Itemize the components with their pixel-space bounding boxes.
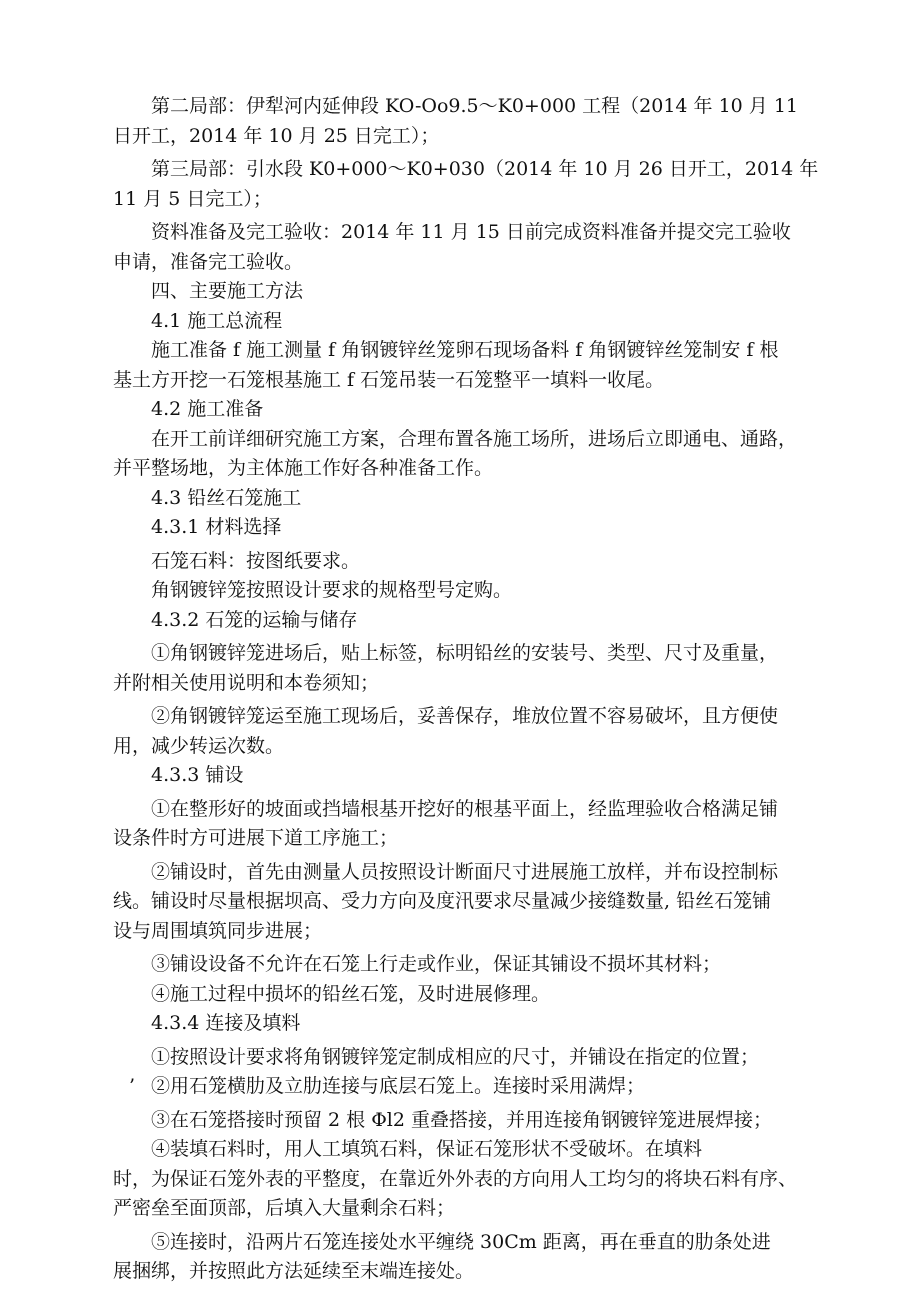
text-line: 严密垒至面顶部，后填入大量剩余石料； <box>113 1197 456 1219</box>
subsection-heading: 4.3.2 石笼的运输与储存 <box>151 608 358 631</box>
text-line: 在开工前详细研究施工方案，合理布置各施工场所，进场后立即通电、通路， <box>151 427 798 450</box>
text-line: ⑤连接时，沿两片石笼连接处水平缠绕 30Cm 距离，再在垂直的肋条处进 <box>151 1230 771 1253</box>
text-line: 展捆绑，并按照此方法延续至末端连接处。 <box>113 1260 475 1282</box>
text-line: 石笼石料：按图纸要求。 <box>151 549 361 572</box>
text-line-content: ②用石笼横肋及立肋连接与底层石笼上。连接时采用满焊； <box>151 1075 646 1097</box>
text-line: ②角钢镀锌笼运至施工现场后，妥善保存，堆放位置不容易破坏，且方便使 <box>151 705 779 727</box>
text-line: 并附相关使用说明和本卷须知； <box>113 671 380 694</box>
text-line: 设条件时方可进展下道工序施工； <box>113 827 399 849</box>
subsection-heading: 4.3.4 连接及填料 <box>151 1012 301 1034</box>
document-body <box>113 92 825 1287</box>
subsection-heading: 4.3.3 铺设 <box>151 764 244 786</box>
text-line: ②铺设时，首先由测量人员按照设计断面尺寸进展施工放样，并布设控制标 <box>151 860 779 883</box>
text-line: 基土方开挖一石笼根基施工 f 石笼吊装一石笼整平一填料一收尾。 <box>113 368 665 391</box>
text-line: 角钢镀锌笼按照设计要求的规格型号定购。 <box>151 579 513 601</box>
section-heading: 四、主要施工方法 <box>151 280 304 302</box>
text-line: ③铺设设备不允许在石笼上行走或作业，保证其铺设不损坏其材料； <box>151 953 722 975</box>
text-line: 11 月 5 日完工）； <box>113 187 272 210</box>
subsection-heading: 4.3.1 材料选择 <box>151 516 282 538</box>
text-line: ③在石笼搭接时预留 2 根 Φl2 重叠搭接，并用连接角钢镀锌笼进展焊接； <box>151 1108 772 1131</box>
text-line: 资料准备及完工验收：2014 年 11 月 15 日前完成资料准备并提交完工验收 <box>151 221 791 243</box>
text-line: ’ ②用石笼横肋及立肋连接与底层石笼上。连接时采用满焊； <box>129 1075 646 1097</box>
text-line: 第三局部：引水段 K0+000～K0+030（2014 年 10 月 26 日开工，2014 年 <box>151 158 819 180</box>
subsection-heading: 4.3 铅丝石笼施工 <box>151 486 302 509</box>
text-line: ①按照设计要求将角钢镀锌笼定制成相应的尺寸，并铺设在指定的位置； <box>151 1045 760 1068</box>
text-line: 用，减少转运次数。 <box>113 734 285 757</box>
subsection-heading: 4.2 施工准备 <box>151 398 264 420</box>
text-line: ①在整形好的坡面或挡墙根基开挖好的根基平面上，经监理验收合格满足铺 <box>151 797 779 820</box>
text-line: ④装填石料时，用人工填筑石料，保证石笼形状不受破坏。在填料 <box>151 1138 703 1160</box>
text-line: 时，为保证石笼外表的平整度，在靠近外外表的方向用人工均匀的将块石料有序、 <box>113 1167 798 1190</box>
subsection-heading: 4.1 施工总流程 <box>151 309 283 332</box>
text-line: 申请，准备完工验收。 <box>113 250 304 273</box>
text-line: ④施工过程中损坏的铅丝石笼，及时进展修理。 <box>151 982 551 1005</box>
text-line: 设与周围填筑同步进展； <box>113 919 323 942</box>
text-line: 并平整场地，为主体施工作好各种准备工作。 <box>113 457 494 479</box>
text-line: 日开工，2014 年 10 月 25 日完工）； <box>113 124 440 147</box>
text-line: 线。铺设时尽量根据坝高、受力方向及度汛要求尽量减少接缝数量, 铅丝石笼铺 <box>113 890 772 912</box>
text-line: 施工准备 f 施工测量 f 角钢镀锌丝笼卵石现场备料 f 角钢镀锌丝笼制安 f 根 <box>151 339 779 361</box>
text-line: 第二局部：伊犁河内延伸段 KO-Oo9.5～K0+000 工程（2014 年 10 月 11 <box>151 95 799 117</box>
text-line: ①角钢镀锌笼进场后，贴上标签，标明铅丝的安装号、类型、尺寸及重量， <box>151 642 779 664</box>
